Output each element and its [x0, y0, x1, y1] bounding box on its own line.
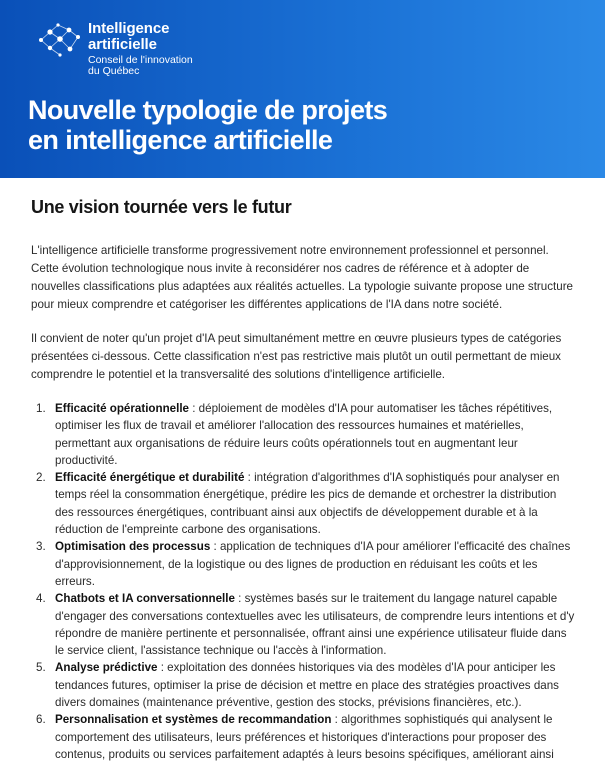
logo-line1: Intelligence: [88, 20, 170, 37]
list-item-term: Efficacité énergétique et durabilité: [55, 471, 245, 485]
list-item: [31, 400, 575, 469]
list-item-term: Efficacité opérationnelle: [55, 402, 190, 415]
section-heading: Une vision tournée vers le futur: [31, 197, 292, 217]
logo-subline1: Conseil de l'innovation: [88, 54, 193, 66]
list-item-description: : intégration d'algorithmes d'IA sophistiqués pour analyser en temps réel la consommation énergétique, prédire les pics de demande et orchestrer la distribution des ressources énergétiques, contribuant ainsi aux objectifs de développement durable et à la réduction de l'empreinte carbone des organisations.: [55, 471, 560, 537]
typology-list: [31, 400, 575, 763]
list-item-number: 4.: [36, 592, 46, 606]
list-item-description: : systèmes basés sur le traitement du langage naturel capable d'engager des conversations contextuelles avec les utilisateurs, de comprendre leurs intentions et d'y répondre de manière pertinente et personnalisée, offrant ainsi une expérience utilisateur fluide dans le service client, l'assistance technique ou l'accès à l'information.: [55, 592, 575, 658]
list-item: [31, 538, 575, 590]
list-item-description: : déploiement de modèles d'IA pour automatiser les tâches répétitives, optimiser les flux de travail et améliorer l'allocation des ressources humaines et matérielles, permettant aux organisations de réduire leurs coûts opérationnels tout en augmentant leur productivité.: [55, 402, 553, 467]
logo-line2: artificielle: [88, 36, 157, 53]
logo-subline2: du Québec: [88, 65, 140, 77]
list-item-number: 5.: [36, 661, 46, 675]
list-item-number: 2.: [36, 471, 46, 485]
header-banner: [0, 0, 605, 178]
list-item-number: 3.: [36, 540, 46, 554]
document-body: [31, 196, 575, 763]
list-item-description: : application de techniques d'IA pour améliorer l'efficacité des chaînes d'approvisionnement, de la logistique ou des lignes de production en réduisant les coûts et les erreurs.: [55, 540, 571, 588]
list-item: [31, 659, 575, 711]
list-item: [31, 590, 575, 659]
list-item: [31, 711, 575, 763]
list-item: [31, 469, 575, 538]
page-title-line1: Nouvelle typologie de projets: [28, 95, 388, 125]
list-item-term: Analyse prédictive: [55, 661, 158, 675]
list-item-term: Chatbots et IA conversationnelle: [55, 592, 235, 606]
organization-logo-text: [88, 21, 193, 77]
list-item-term: Optimisation des processus: [55, 540, 211, 554]
list-item-number: 6.: [36, 713, 46, 727]
ai-network-logo-icon: [36, 22, 82, 58]
list-item-description: : exploitation des données historiques via des modèles d'IA pour anticiper les tendances futures, optimiser la prise de décision et mettre en place des stratégies proactives dans divers domaines (maintenance préventive, gestion des stocks, prévisions financières, etc.).: [55, 661, 559, 710]
list-item-term: Personnalisation et systèmes de recommandation: [55, 713, 332, 727]
list-item-description: : algorithmes sophistiqués qui analysent le comportement des utilisateurs, leurs préférences et historiques d'interactions pour proposer des contenus, produits ou services parfaitement adaptés à leurs besoins spécifiques, améliorant ainsi: [55, 713, 554, 761]
note-paragraph: Il convient de noter qu'un projet d'IA peut simultanément mettre en œuvre plusieurs types de catégories présentées ci-dessous. Cette classification n'est pas restrictive mais plutôt un outil permettant de mieux comprendre le potentiel et la transversalité des solutions d'intelligence artificielle.: [31, 332, 562, 381]
list-item-number: 1.: [36, 402, 46, 415]
page-title-line2: en intelligence artificielle: [28, 125, 333, 155]
page-title: [28, 95, 588, 155]
intro-paragraph: L'intelligence artificielle transforme progressivement notre environnement professionnel et personnel. Cette évolution technologique nous invite à reconsidérer nos cadres de référence et à adopter de nouvelles classifications plus adaptées aux réalités actuelles. La typologie suivante propose une structure pour mieux comprendre et catégoriser les différentes applications de l'IA dans notre société.: [31, 244, 574, 311]
